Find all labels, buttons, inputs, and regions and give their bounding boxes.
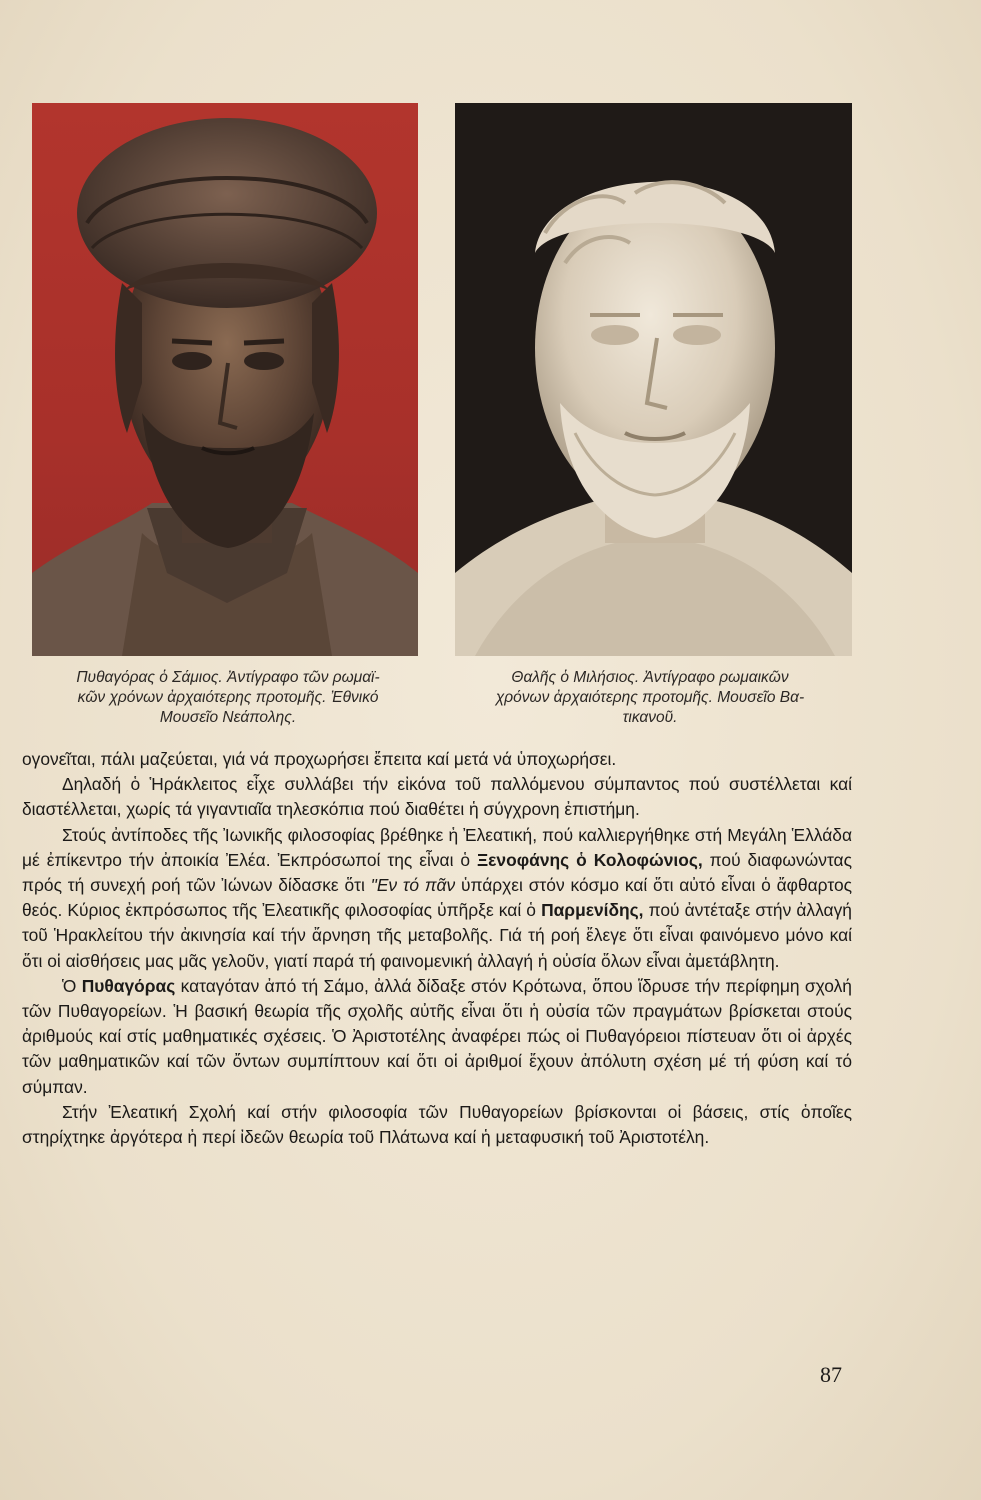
paragraph: [22, 772, 852, 822]
bold-term: Πυθαγόρας: [81, 975, 176, 996]
thales-caption: [440, 668, 860, 728]
paragraph: [22, 747, 852, 772]
paragraph: [22, 823, 852, 974]
body-text: [22, 747, 852, 1150]
text-run: Δηλαδή ὁ Ἡράκλειτος εἶχε συλλάβει τήν εἰκόνα τοῦ παλλόμενου σύμπαντος πού συστέλλεται καί διαστέλλεται, χωρίς τά γιγαντιαῖα τηλεσκόπια πού διαθέτει ἡ σύγχρονη ἐπιστήμη.: [22, 774, 852, 820]
caption-line: κῶν χρόνων ἀρχαιότερης προτομῆς. Ἐθνικό: [77, 689, 379, 706]
paragraph: [22, 974, 852, 1100]
pythagoras-caption: [28, 668, 428, 728]
caption-line: χρόνων ἀρχαιότερης προτομῆς. Μουσεῖο Βα-: [495, 689, 805, 706]
caption-line: Μουσεῖο Νεάπολης.: [159, 709, 297, 726]
text-run: ὑπάρχει στόν κόσμο καί ὅτι αὐτό εἶναι ὁ ἄφθαρτος θεός. Κύριος ἐκπρόσωπος τῆς Ἐλεατικῆς φιλοσοφίας ὑπῆρξε καί ὁ: [22, 875, 852, 921]
page-number: 87: [820, 1362, 842, 1387]
bold-term: Ξενοφάνης ὁ Κολοφώνιος,: [476, 849, 703, 870]
text-run: καταγόταν ἀπό τή Σάμο, ἀλλά δίδαξε στόν Κρότωνα, ὅπου ἵδρυσε τήν περίφημη σχολή τῶν Πυθαγορείων. Ἡ βασική θεωρία τῆς σχολῆς αὐτῆς εἶναι ὅτι ἡ οὐσία τῶν πραγμάτων βρίσκεται στούς ἀριθμούς καί στίς μαθηματικές σχέσεις. Ὁ Ἀριστοτέλης ἀναφέρει πώς οἱ Πυθαγόρειοι πίστευαν ὅτι οἱ ἀρχές τῶν μαθηματικῶν καί τῶν ὄντων συμπίπτουν καί ὅτι οἱ ἀριθμοί ἔχουν ἀπόλυτη σχέση μέ τή φύση καί τό σύμπαν.: [22, 975, 852, 1097]
bold-term: Παρμενίδης,: [541, 900, 644, 921]
text-run: Στήν Ἐλεατική Σχολή καί στήν φιλοσοφία τῶν Πυθαγορείων βρίσκονται οἱ βάσεις, στίς ὁποῖες στηρίχτηκε ἀργότερα ἡ περί ἰδεῶν θεωρία τοῦ Πλάτωνα καί ἡ μεταφυσική τοῦ Ἀριστοτέλη.: [22, 1101, 852, 1148]
thales-bust-photo: [455, 103, 852, 656]
italic-phrase: "Εν τό πᾶν: [370, 875, 456, 896]
pythagoras-bust-photo: [32, 103, 418, 656]
pythagoras-bust-illustration: [32, 103, 418, 656]
caption-line: Θαλῆς ὁ Μιλήσιος. Ἀντίγραφο ρωμαικῶν: [511, 669, 789, 686]
caption-line: Πυθαγόρας ὁ Σάμιος. Ἀντίγραφο τῶν ρωμαϊ-: [76, 669, 380, 686]
text-run: πού διαφωνώντας πρός τή συνεχή ροή τῶν Ἰώνων δίδασκε ὅτι: [22, 849, 852, 896]
caption-line: τικανοῦ.: [622, 709, 678, 726]
text-run: ογονεῖται, πάλι μαζεύεται, γιά νά προχωρήσει ἔπειτα καί μετά νά ὑποχωρήσει.: [22, 749, 617, 769]
text-run: Στούς ἀντίποδες τῆς Ἰωνικῆς φιλοσοφίας βρέθηκε ἡ Ἐλεατική, πού καλλιεργήθηκε στή Μεγάλη Ἑλλάδα μέ ἐπίκεντρο τήν ἀποικία Ἐλέα. Ἐκπρόσωποί της εἶναι ὁ: [22, 824, 852, 870]
text-run: Ὁ: [62, 975, 82, 996]
paragraph: [22, 1100, 852, 1150]
thales-bust-illustration: [455, 103, 852, 656]
text-run: πού ἀντέταξε στήν ἀλλαγή τοῦ Ἡρακλείτου τήν ἀκινησία καί τήν ἄρνηση τῆς μεταβολῆς. Γιά τή ροή ἔλεγε ὅτι εἶναι φαινόμενο μόνο καί ὅτι οἱ αἰσθήσεις μας μᾶς γελοῦν, γιατί παρά τή φαινομενική ἀλλαγή ἡ οὐσία ὅλων εἶναι ἀμετάβλητη.: [22, 900, 852, 971]
